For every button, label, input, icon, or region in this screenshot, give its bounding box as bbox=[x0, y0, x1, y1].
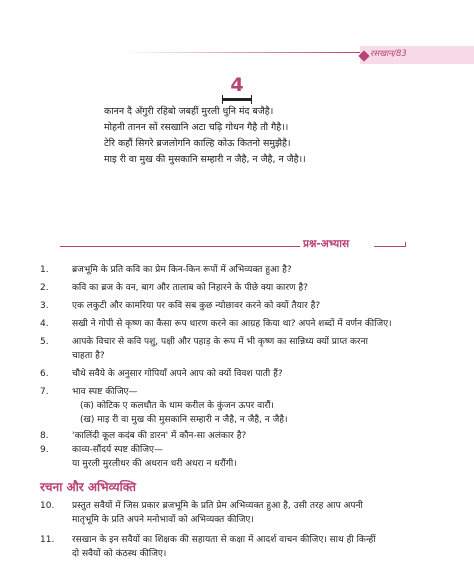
header-rule bbox=[120, 52, 360, 53]
subsection-title: रचना और अभिव्यक्ति bbox=[40, 480, 136, 494]
question-text: 'कालिंदी कूल कदंब की डारन' में कौन-सा अलंकार है? bbox=[72, 431, 247, 441]
question-text-continued: दो सवैयों को कंठस्थ कीजिए। bbox=[72, 549, 167, 559]
question-number: 11. bbox=[40, 535, 55, 545]
question-text-continued: मातृभूमि के प्रति अपने मनोभावों को अभिव्यक्त कीजिए। bbox=[72, 515, 254, 525]
section-rule-left bbox=[60, 246, 300, 247]
question-text-continued: चाहता है? bbox=[72, 351, 105, 361]
poem-line: कानन दै अँगुरी रहिबो जबहीं मुरली धुनि मंद बजैहै। bbox=[104, 106, 274, 117]
question-text: कवि का ब्रज के वन, बाग और तालाब को निहारने के पीछे क्या कारण है? bbox=[72, 283, 308, 293]
question-number: 8. bbox=[40, 431, 49, 441]
question-number: 2. bbox=[40, 283, 49, 293]
question-number: 3. bbox=[40, 301, 49, 311]
question-text: सखी ने गोपी से कृष्ण का कैसा रूप धारण करने का आग्रह किया था? अपने शब्दों में वर्णन कीजिए। bbox=[72, 319, 392, 329]
question-number: 1. bbox=[40, 265, 49, 275]
question-text: एक लकुटी और कामरिया पर कवि सब कुछ न्योछावर करने को क्यों तैयार है? bbox=[72, 301, 321, 311]
question-text: प्रस्तुत सवैयों में जिस प्रकार ब्रजभूमि के प्रति प्रेम अभिव्यक्त हुआ है, उसी तरह आप अपनी bbox=[72, 501, 363, 511]
question-number: 6. bbox=[40, 369, 49, 379]
poem-line: माइ री वा मुख की मुसकानि सम्हारी न जैहै, न जैहै, न जैहै।। bbox=[104, 154, 306, 165]
question-text: काव्य-सौंदर्य स्पष्ट कीजिए— bbox=[72, 445, 164, 455]
poem-line: टेरि कहौं सिगरे ब्रजलोगनि काल्हि कोऊ कितनो समुझैहै। bbox=[104, 138, 291, 149]
question-number: 7. bbox=[40, 387, 49, 397]
question-text: चौथे सवैये के अनुसार गोपियाँ अपने आप को क्यों विवश पाती हैं? bbox=[72, 369, 283, 379]
question-subpart: (क) कोटिक ए कलधौत के धाम करील के कुंजन ऊपर वारौं। bbox=[80, 401, 274, 411]
question-text-continued: या मुरली मुरलीधर की अधरान धरी अधरा न धरौंगी। bbox=[72, 459, 237, 469]
question-number: 9. bbox=[40, 445, 49, 455]
question-text: ब्रजभूमि के प्रति कवि का प्रेम किन-किन रूपों में अभिव्यक्त हुआ है? bbox=[72, 265, 292, 275]
poem-number: 4 bbox=[230, 74, 244, 96]
running-head: रसखान/83 bbox=[370, 49, 407, 59]
poem-line: मोहनी तानन सों रसखानि अटा चढ़ि गोधन गैहै तौ गैहै।। bbox=[104, 122, 289, 133]
question-number: 5. bbox=[40, 337, 49, 347]
section-title: प्रश्न-अभ्यास bbox=[303, 238, 350, 250]
question-number: 10. bbox=[40, 501, 55, 511]
question-text: आपके विचार से कवि पशु, पक्षी और पहाड़ के रूप में भी कृष्ण का सान्निध्य क्यों प्राप्त करना bbox=[72, 337, 368, 347]
question-number: 4. bbox=[40, 319, 49, 329]
question-text: रसखान के इन सवैयों का शिक्षक की सहायता से कक्षा में आदर्श वाचन कीजिए। साथ ही किन्हीं bbox=[72, 535, 376, 545]
poem-number-underline bbox=[222, 98, 252, 101]
question-subpart: (ख) माइ री वा मुख की मुसकानि सम्हारी न जैहै, न जैहै, न जैहै। bbox=[80, 415, 288, 425]
section-rule-right bbox=[374, 246, 406, 247]
question-text: भाव स्पष्ट कीजिए— bbox=[72, 387, 138, 397]
